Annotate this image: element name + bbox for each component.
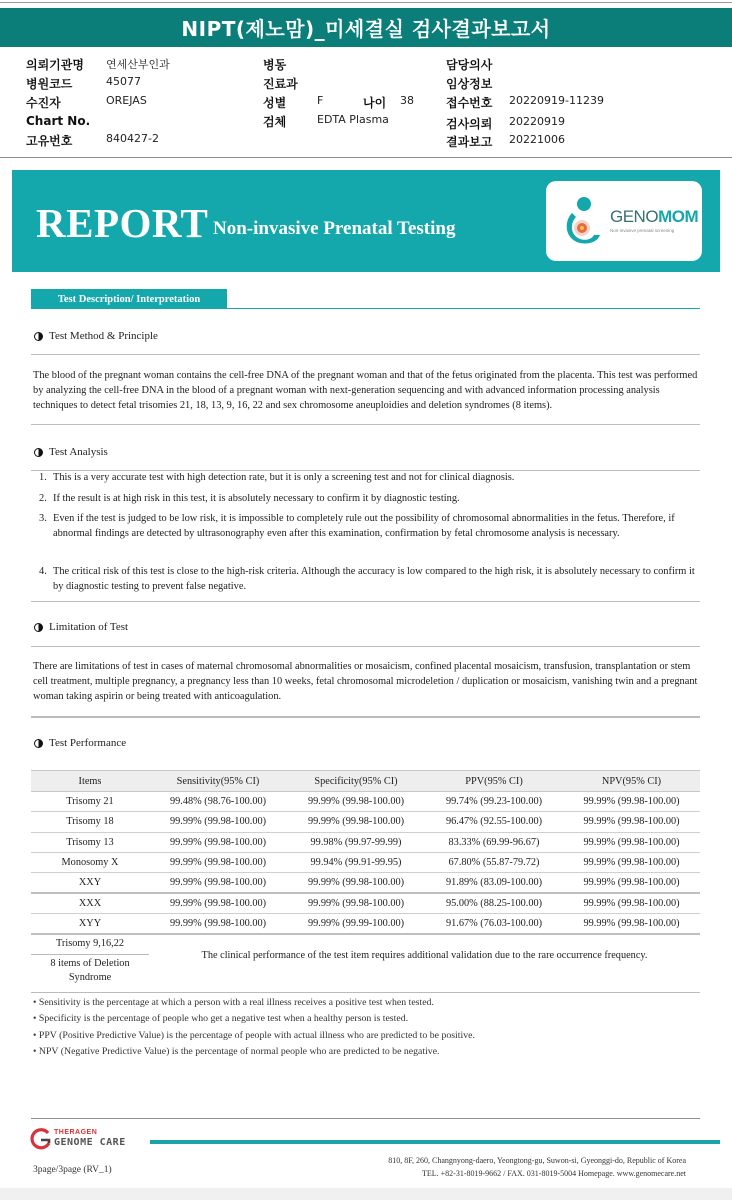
half-circle-icon	[34, 332, 43, 341]
banner-title: REPORT	[36, 200, 209, 246]
col-header-items: Items	[31, 771, 149, 792]
footer-accent-bar	[150, 1140, 720, 1144]
top-border	[0, 2, 732, 3]
divider	[0, 157, 732, 158]
analysis-item: 4. The critical risk of this test is close to the high-risk criteria. Although the accuracy is low compared to the high risk, it is absolutely necessary to confirm it by diagnostic testing to prevent false negative.	[39, 566, 695, 592]
half-circle-icon	[34, 623, 43, 632]
logo-brand: GENOMOM	[610, 207, 699, 226]
method-text: The blood of the pregnant woman contains the cell-free DNA of the pregnant woman and that of the fetus originated from the placenta. This test was performed by analyzing the cell-free DNA in the blood of a pregnant woman with next-generation sequencing and with advanced information processing analysis techniques to detect fetal trisomies 21, 18, 13, 9, 16, 22 and sex chromosome aneuploidies and deletion syndromes (8 items).	[33, 370, 698, 411]
limitation-text: There are limitations of test in cases of maternal chromosomal abnormalities or mosaicism, confined placental mosaicism, transfusion, transplantation or stem cell treatment, multiple pregnancy, a pregnancy less than 10 weeks, fetal chromosomal microdeletion / duplication or mosaicism, vanishing twin and a pregnant woman taking aspirin or being treated with anticoagulation.	[33, 661, 698, 702]
table-header-row	[31, 771, 700, 792]
logo-tagline: Non-invasive prenatal screening	[610, 228, 675, 233]
banner-subtitle: Non-invasive Prenatal Testing	[213, 218, 456, 239]
definition-item: • Sensitivity is the percentage at which a person with a real illness receives a positive test when tested.	[33, 997, 434, 1008]
half-circle-icon	[34, 448, 43, 457]
theragen-logo: THERAGEN GENOME CARE	[30, 1128, 150, 1152]
genomom-logo	[546, 181, 702, 261]
info-row-report-date: 결과보고 20221006	[446, 133, 565, 149]
section-tab-description: Test Description/ Interpretation	[31, 289, 227, 309]
rare-items-block	[31, 935, 700, 992]
analysis-item: 1. This is a very accurate test with high detection rate, but it is only a screening test and not for clinical diagnosis.	[39, 472, 515, 483]
analysis-item: 3. Even if the test is judged to be low risk, it is impossible to completely rule out the possibility of chromosomal abnormalities in the fetus. Therefore, if abnormal findings are detected by ultrasonography even after this examination, confirmation by fetal chromosome analysis is necessary.	[39, 513, 675, 539]
report-title-bar	[0, 8, 732, 47]
footer-address: 810, 8F, 260, Changnyong-daero, Yeongtong-gu, Suwon-si, Gyeonggi-do, Republic of Korea TEL. +82-31-8019-9662 / FAX. 031-8019-5004 Homepage. www.genomecare.net	[388, 1156, 686, 1178]
analysis-item: 2. If the result is at high risk in this test, it is absolutely necessary to confirm it by diagnostic testing.	[39, 493, 460, 504]
heading-test-performance: Test Performance	[34, 737, 126, 749]
mother-baby-icon	[562, 195, 602, 249]
col-header-sensitivity: Sensitivity(95% CI)	[149, 771, 287, 792]
info-row-sex-age: 성별 F 나이 38	[263, 94, 414, 110]
info-row-receipt-no: 접수번호 20220919-11239	[446, 94, 604, 110]
table-row: Trisomy 21 99.48% (98.76-100.00) 99.99% (99.98-100.00) 99.74% (99.23-100.00) 99.99% (99.98-100.00)	[31, 792, 700, 812]
col-header-npv: NPV(95% CI)	[563, 771, 700, 792]
theragen-g-icon	[30, 1128, 52, 1150]
definitions-list	[33, 995, 475, 1060]
report-title: NIPT(제노맘)_미세결실 검사결과보고서	[181, 17, 551, 41]
rare-item: Trisomy 9,16,22	[31, 935, 149, 955]
table-row: XXY 99.99% (99.98-100.00) 99.99% (99.98-100.00) 91.89% (83.09-100.00) 99.99% (99.98-100.00)	[31, 873, 700, 893]
divider	[31, 424, 700, 425]
info-row-request-date: 검사의뢰 20220919	[446, 115, 565, 131]
heading-test-method: Test Method & Principle	[34, 330, 158, 342]
performance-table	[31, 770, 700, 935]
heading-limitation: Limitation of Test	[34, 621, 128, 633]
table-row: XXX 99.99% (99.98-100.00) 99.99% (99.98-100.00) 95.00% (88.25-100.00) 99.99% (99.98-100.00)	[31, 893, 700, 913]
definition-item: • NPV (Negative Predictive Value) is the percentage of normal people who are predicted to be negative.	[33, 1045, 440, 1057]
divider	[31, 716, 700, 718]
footer-divider	[31, 1118, 700, 1119]
divider	[31, 646, 700, 647]
half-circle-icon	[34, 739, 43, 748]
col-header-ppv: PPV(95% CI)	[425, 771, 563, 792]
table-row: Trisomy 13 99.99% (99.98-100.00) 99.98% (99.97-99.99) 83.33% (69.99-96.67) 99.99% (99.98-100.00)	[31, 832, 700, 852]
rare-note: The clinical performance of the test item requires additional validation due to the rare occurrence frequency.	[201, 950, 648, 961]
report-banner	[12, 170, 720, 272]
definition-item: • Specificity is the percentage of people who get a negative test when a healthy person is tested.	[33, 1013, 409, 1025]
table-row: Monosomy X 99.99% (99.98-100.00) 99.94% (99.91-99.95) 67.80% (55.87-79.72) 99.99% (99.98-100.00)	[31, 852, 700, 872]
definition-item: • PPV (Positive Predictive Value) is the percentage of people with actual illness who are predicted to be positive.	[33, 1029, 475, 1041]
heading-test-analysis: Test Analysis	[34, 446, 108, 458]
table-row: Trisomy 18 99.99% (99.98-100.00) 99.99% (99.98-100.00) 96.47% (92.55-100.00) 99.99% (99.98-100.00)	[31, 812, 700, 832]
divider	[31, 354, 700, 355]
rare-item: 8 items of Deletion Syndrome	[50, 958, 130, 983]
divider	[31, 992, 700, 993]
table-row: XYY 99.99% (99.98-100.00) 99.99% (99.99-100.00) 91.67% (76.03-100.00) 99.99% (99.98-100.00)	[31, 913, 700, 933]
page-bottom-margin	[0, 1188, 732, 1200]
divider	[31, 601, 700, 602]
page-number: 3page/3page (RV_1)	[33, 1165, 112, 1175]
col-header-specificity: Specificity(95% CI)	[287, 771, 425, 792]
section-tab-underline	[227, 308, 700, 309]
